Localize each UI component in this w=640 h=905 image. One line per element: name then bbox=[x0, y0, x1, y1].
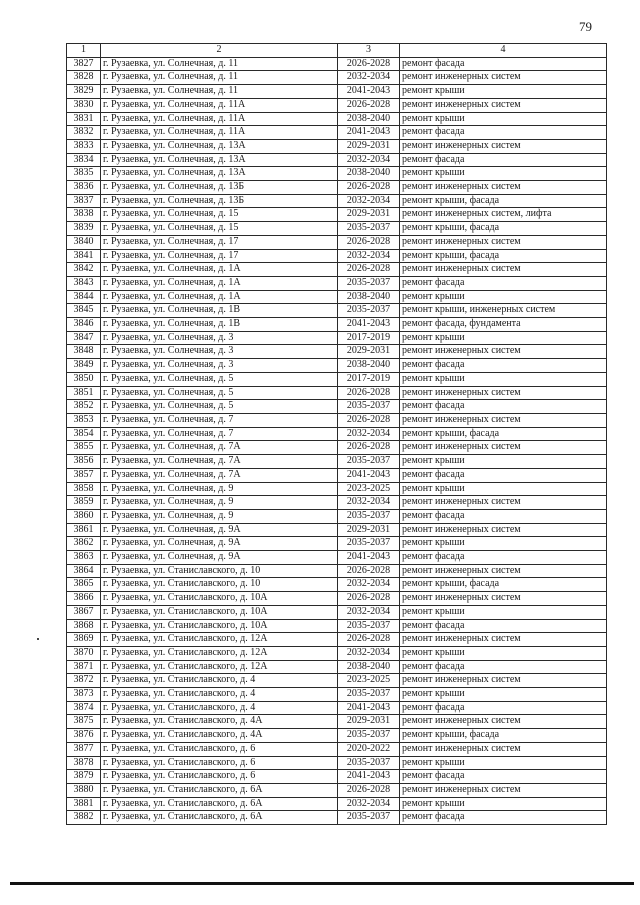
work-type-cell: ремонт инженерных систем bbox=[400, 345, 607, 359]
work-type-cell: ремонт крыши bbox=[400, 756, 607, 770]
address-cell: г. Рузаевка, ул. Солнечная, д. 1В bbox=[101, 318, 338, 332]
table-row bbox=[67, 646, 607, 660]
address-cell: г. Рузаевка, ул. Солнечная, д. 13Б bbox=[101, 181, 338, 195]
period-cell: 2026-2028 bbox=[338, 783, 400, 797]
table-row bbox=[67, 523, 607, 537]
work-type-cell: ремонт инженерных систем bbox=[400, 181, 607, 195]
address-cell: г. Рузаевка, ул. Солнечная, д. 13А bbox=[101, 139, 338, 153]
row-number: 3866 bbox=[67, 592, 101, 606]
table-row bbox=[67, 619, 607, 633]
period-cell: 2032-2034 bbox=[338, 71, 400, 85]
work-type-cell: ремонт фасада bbox=[400, 126, 607, 140]
work-type-cell: ремонт фасада bbox=[400, 509, 607, 523]
address-cell: г. Рузаевка, ул. Солнечная, д. 3 bbox=[101, 331, 338, 345]
table-row bbox=[67, 304, 607, 318]
row-number: 3846 bbox=[67, 318, 101, 332]
address-cell: г. Рузаевка, ул. Солнечная, д. 17 bbox=[101, 249, 338, 263]
table-row bbox=[67, 112, 607, 126]
period-cell: 2026-2028 bbox=[338, 181, 400, 195]
period-cell: 2032-2034 bbox=[338, 496, 400, 510]
row-number: 3860 bbox=[67, 509, 101, 523]
row-number: 3833 bbox=[67, 139, 101, 153]
address-cell: г. Рузаевка, ул. Солнечная, д. 11 bbox=[101, 57, 338, 71]
table-row bbox=[67, 729, 607, 743]
table-row bbox=[67, 633, 607, 647]
table-row bbox=[67, 605, 607, 619]
period-cell: 2035-2037 bbox=[338, 304, 400, 318]
table-row bbox=[67, 194, 607, 208]
work-type-cell: ремонт крыши bbox=[400, 537, 607, 551]
row-number: 3864 bbox=[67, 564, 101, 578]
table-row bbox=[67, 537, 607, 551]
table-row bbox=[67, 496, 607, 510]
row-number: 3858 bbox=[67, 482, 101, 496]
row-number: 3855 bbox=[67, 441, 101, 455]
table-row bbox=[67, 359, 607, 373]
table-row bbox=[67, 811, 607, 825]
row-number: 3875 bbox=[67, 715, 101, 729]
table-row bbox=[67, 181, 607, 195]
header-col-1: 1 bbox=[67, 44, 101, 58]
table-row bbox=[67, 98, 607, 112]
period-cell: 2029-2031 bbox=[338, 523, 400, 537]
row-number: 3832 bbox=[67, 126, 101, 140]
table-row bbox=[67, 386, 607, 400]
row-number: 3882 bbox=[67, 811, 101, 825]
work-type-cell: ремонт крыши, фасада bbox=[400, 729, 607, 743]
period-cell: 2032-2034 bbox=[338, 646, 400, 660]
header-col-3: 3 bbox=[338, 44, 400, 58]
address-cell: г. Рузаевка, ул. Солнечная, д. 7А bbox=[101, 455, 338, 469]
row-number: 3851 bbox=[67, 386, 101, 400]
table-row bbox=[67, 660, 607, 674]
address-cell: г. Рузаевка, ул. Солнечная, д. 13А bbox=[101, 153, 338, 167]
period-cell: 2026-2028 bbox=[338, 263, 400, 277]
table-row bbox=[67, 482, 607, 496]
address-cell: г. Рузаевка, ул. Солнечная, д. 7 bbox=[101, 413, 338, 427]
period-cell: 2026-2028 bbox=[338, 235, 400, 249]
table-row bbox=[67, 770, 607, 784]
table-row bbox=[67, 756, 607, 770]
work-type-cell: ремонт фасада bbox=[400, 660, 607, 674]
row-number: 3872 bbox=[67, 674, 101, 688]
period-cell: 2032-2034 bbox=[338, 578, 400, 592]
table-row bbox=[67, 276, 607, 290]
period-cell: 2035-2037 bbox=[338, 729, 400, 743]
table-row bbox=[67, 468, 607, 482]
repair-schedule-table bbox=[66, 43, 607, 825]
work-type-cell: ремонт крыши bbox=[400, 372, 607, 386]
period-cell: 2023-2025 bbox=[338, 482, 400, 496]
period-cell: 2035-2037 bbox=[338, 276, 400, 290]
address-cell: г. Рузаевка, ул. Станиславского, д. 10А bbox=[101, 592, 338, 606]
address-cell: г. Рузаевка, ул. Станиславского, д. 6А bbox=[101, 783, 338, 797]
page-number: 79 bbox=[579, 19, 592, 34]
row-number: 3865 bbox=[67, 578, 101, 592]
address-cell: г. Рузаевка, ул. Солнечная, д. 1В bbox=[101, 304, 338, 318]
row-number: 3848 bbox=[67, 345, 101, 359]
scan-speck bbox=[37, 638, 39, 640]
table-row bbox=[67, 400, 607, 414]
period-cell: 2017-2019 bbox=[338, 372, 400, 386]
address-cell: г. Рузаевка, ул. Станиславского, д. 6 bbox=[101, 756, 338, 770]
work-type-cell: ремонт фасада bbox=[400, 153, 607, 167]
address-cell: г. Рузаевка, ул. Солнечная, д. 15 bbox=[101, 208, 338, 222]
work-type-cell: ремонт фасада bbox=[400, 359, 607, 373]
row-number: 3827 bbox=[67, 57, 101, 71]
address-cell: г. Рузаевка, ул. Солнечная, д. 13А bbox=[101, 167, 338, 181]
period-cell: 2038-2040 bbox=[338, 290, 400, 304]
table-row bbox=[67, 715, 607, 729]
row-number: 3879 bbox=[67, 770, 101, 784]
table-row bbox=[67, 153, 607, 167]
row-number: 3841 bbox=[67, 249, 101, 263]
table-row bbox=[67, 455, 607, 469]
address-cell: г. Рузаевка, ул. Солнечная, д. 11 bbox=[101, 85, 338, 99]
table-body bbox=[67, 57, 607, 824]
period-cell: 2032-2034 bbox=[338, 797, 400, 811]
address-cell: г. Рузаевка, ул. Станиславского, д. 6 bbox=[101, 770, 338, 784]
address-cell: г. Рузаевка, ул. Станиславского, д. 10 bbox=[101, 578, 338, 592]
table-row bbox=[67, 688, 607, 702]
work-type-cell: ремонт инженерных систем bbox=[400, 386, 607, 400]
period-cell: 2029-2031 bbox=[338, 139, 400, 153]
period-cell: 2041-2043 bbox=[338, 770, 400, 784]
header-row bbox=[67, 44, 607, 58]
address-cell: г. Рузаевка, ул. Станиславского, д. 6 bbox=[101, 742, 338, 756]
row-number: 3829 bbox=[67, 85, 101, 99]
row-number: 3845 bbox=[67, 304, 101, 318]
period-cell: 2035-2037 bbox=[338, 400, 400, 414]
address-cell: г. Рузаевка, ул. Солнечная, д. 5 bbox=[101, 386, 338, 400]
work-type-cell: ремонт крыши bbox=[400, 797, 607, 811]
table-row bbox=[67, 427, 607, 441]
work-type-cell: ремонт крыши bbox=[400, 482, 607, 496]
address-cell: г. Рузаевка, ул. Солнечная, д. 5 bbox=[101, 372, 338, 386]
table-row bbox=[67, 263, 607, 277]
work-type-cell: ремонт инженерных систем bbox=[400, 592, 607, 606]
row-number: 3869 bbox=[67, 633, 101, 647]
work-type-cell: ремонт крыши, фасада bbox=[400, 578, 607, 592]
work-type-cell: ремонт фасада bbox=[400, 276, 607, 290]
address-cell: г. Рузаевка, ул. Солнечная, д. 7 bbox=[101, 427, 338, 441]
row-number: 3828 bbox=[67, 71, 101, 85]
work-type-cell: ремонт крыши, фасада bbox=[400, 194, 607, 208]
row-number: 3876 bbox=[67, 729, 101, 743]
row-number: 3847 bbox=[67, 331, 101, 345]
period-cell: 2032-2034 bbox=[338, 605, 400, 619]
work-type-cell: ремонт инженерных систем bbox=[400, 523, 607, 537]
row-number: 3856 bbox=[67, 455, 101, 469]
address-cell: г. Рузаевка, ул. Станиславского, д. 12А bbox=[101, 633, 338, 647]
table-row bbox=[67, 797, 607, 811]
period-cell: 2026-2028 bbox=[338, 564, 400, 578]
row-number: 3843 bbox=[67, 276, 101, 290]
work-type-cell: ремонт инженерных систем bbox=[400, 783, 607, 797]
row-number: 3861 bbox=[67, 523, 101, 537]
table-row bbox=[67, 564, 607, 578]
work-type-cell: ремонт крыши, фасада bbox=[400, 222, 607, 236]
work-type-cell: ремонт фасада bbox=[400, 770, 607, 784]
period-cell: 2038-2040 bbox=[338, 112, 400, 126]
row-number: 3871 bbox=[67, 660, 101, 674]
work-type-cell: ремонт инженерных систем bbox=[400, 674, 607, 688]
work-type-cell: ремонт фасада bbox=[400, 811, 607, 825]
table-row bbox=[67, 167, 607, 181]
period-cell: 2041-2043 bbox=[338, 318, 400, 332]
work-type-cell: ремонт инженерных систем bbox=[400, 263, 607, 277]
row-number: 3853 bbox=[67, 413, 101, 427]
table-row bbox=[67, 592, 607, 606]
period-cell: 2035-2037 bbox=[338, 688, 400, 702]
table-row bbox=[67, 290, 607, 304]
table-row bbox=[67, 413, 607, 427]
address-cell: г. Рузаевка, ул. Станиславского, д. 6А bbox=[101, 797, 338, 811]
address-cell: г. Рузаевка, ул. Станиславского, д. 4 bbox=[101, 674, 338, 688]
row-number: 3831 bbox=[67, 112, 101, 126]
address-cell: г. Рузаевка, ул. Солнечная, д. 1А bbox=[101, 276, 338, 290]
period-cell: 2035-2037 bbox=[338, 619, 400, 633]
period-cell: 2032-2034 bbox=[338, 153, 400, 167]
row-number: 3840 bbox=[67, 235, 101, 249]
period-cell: 2029-2031 bbox=[338, 208, 400, 222]
address-cell: г. Рузаевка, ул. Солнечная, д. 9А bbox=[101, 523, 338, 537]
period-cell: 2041-2043 bbox=[338, 85, 400, 99]
row-number: 3850 bbox=[67, 372, 101, 386]
work-type-cell: ремонт инженерных систем bbox=[400, 715, 607, 729]
address-cell: г. Рузаевка, ул. Солнечная, д. 15 bbox=[101, 222, 338, 236]
address-cell: г. Рузаевка, ул. Станиславского, д. 6А bbox=[101, 811, 338, 825]
row-number: 3844 bbox=[67, 290, 101, 304]
address-cell: г. Рузаевка, ул. Станиславского, д. 4А bbox=[101, 715, 338, 729]
row-number: 3835 bbox=[67, 167, 101, 181]
period-cell: 2032-2034 bbox=[338, 249, 400, 263]
table-row bbox=[67, 674, 607, 688]
table-row bbox=[67, 57, 607, 71]
table-row bbox=[67, 126, 607, 140]
period-cell: 2032-2034 bbox=[338, 194, 400, 208]
row-number: 3859 bbox=[67, 496, 101, 510]
work-type-cell: ремонт фасада bbox=[400, 400, 607, 414]
period-cell: 2038-2040 bbox=[338, 167, 400, 181]
period-cell: 2026-2028 bbox=[338, 441, 400, 455]
row-number: 3878 bbox=[67, 756, 101, 770]
period-cell: 2026-2028 bbox=[338, 57, 400, 71]
row-number: 3880 bbox=[67, 783, 101, 797]
address-cell: г. Рузаевка, ул. Солнечная, д. 7А bbox=[101, 441, 338, 455]
table-row bbox=[67, 509, 607, 523]
address-cell: г. Рузаевка, ул. Станиславского, д. 4А bbox=[101, 729, 338, 743]
period-cell: 2035-2037 bbox=[338, 537, 400, 551]
work-type-cell: ремонт инженерных систем bbox=[400, 564, 607, 578]
work-type-cell: ремонт инженерных систем bbox=[400, 633, 607, 647]
table-row bbox=[67, 331, 607, 345]
work-type-cell: ремонт инженерных систем bbox=[400, 71, 607, 85]
row-number: 3836 bbox=[67, 181, 101, 195]
address-cell: г. Рузаевка, ул. Солнечная, д. 3 bbox=[101, 359, 338, 373]
address-cell: г. Рузаевка, ул. Солнечная, д. 11А bbox=[101, 112, 338, 126]
row-number: 3874 bbox=[67, 701, 101, 715]
row-number: 3877 bbox=[67, 742, 101, 756]
work-type-cell: ремонт крыши, инженерных систем bbox=[400, 304, 607, 318]
period-cell: 2041-2043 bbox=[338, 551, 400, 565]
work-type-cell: ремонт крыши, фасада bbox=[400, 249, 607, 263]
row-number: 3863 bbox=[67, 551, 101, 565]
row-number: 3852 bbox=[67, 400, 101, 414]
work-type-cell: ремонт инженерных систем bbox=[400, 235, 607, 249]
work-type-cell: ремонт инженерных систем bbox=[400, 413, 607, 427]
period-cell: 2023-2025 bbox=[338, 674, 400, 688]
work-type-cell: ремонт инженерных систем bbox=[400, 98, 607, 112]
period-cell: 2020-2022 bbox=[338, 742, 400, 756]
period-cell: 2041-2043 bbox=[338, 701, 400, 715]
work-type-cell: ремонт крыши bbox=[400, 646, 607, 660]
work-type-cell: ремонт крыши bbox=[400, 688, 607, 702]
period-cell: 2026-2028 bbox=[338, 413, 400, 427]
work-type-cell: ремонт инженерных систем bbox=[400, 742, 607, 756]
period-cell: 2026-2028 bbox=[338, 592, 400, 606]
address-cell: г. Рузаевка, ул. Солнечная, д. 9 bbox=[101, 482, 338, 496]
row-number: 3870 bbox=[67, 646, 101, 660]
address-cell: г. Рузаевка, ул. Солнечная, д. 11А bbox=[101, 126, 338, 140]
row-number: 3830 bbox=[67, 98, 101, 112]
period-cell: 2029-2031 bbox=[338, 715, 400, 729]
row-number: 3881 bbox=[67, 797, 101, 811]
work-type-cell: ремонт фасада bbox=[400, 701, 607, 715]
table-row bbox=[67, 551, 607, 565]
address-cell: г. Рузаевка, ул. Солнечная, д. 9А bbox=[101, 537, 338, 551]
footer-rule bbox=[10, 882, 634, 885]
table-row bbox=[67, 139, 607, 153]
period-cell: 2035-2037 bbox=[338, 756, 400, 770]
period-cell: 2035-2037 bbox=[338, 811, 400, 825]
address-cell: г. Рузаевка, ул. Солнечная, д. 7А bbox=[101, 468, 338, 482]
work-type-cell: ремонт инженерных систем bbox=[400, 139, 607, 153]
work-type-cell: ремонт фасада, фундамента bbox=[400, 318, 607, 332]
table-row bbox=[67, 441, 607, 455]
address-cell: г. Рузаевка, ул. Солнечная, д. 17 bbox=[101, 235, 338, 249]
period-cell: 2041-2043 bbox=[338, 126, 400, 140]
address-cell: г. Рузаевка, ул. Солнечная, д. 11 bbox=[101, 71, 338, 85]
period-cell: 2029-2031 bbox=[338, 345, 400, 359]
row-number: 3839 bbox=[67, 222, 101, 236]
work-type-cell: ремонт фасада bbox=[400, 551, 607, 565]
address-cell: г. Рузаевка, ул. Солнечная, д. 11А bbox=[101, 98, 338, 112]
period-cell: 2038-2040 bbox=[338, 359, 400, 373]
work-type-cell: ремонт крыши bbox=[400, 85, 607, 99]
period-cell: 2026-2028 bbox=[338, 386, 400, 400]
row-number: 3834 bbox=[67, 153, 101, 167]
address-cell: г. Рузаевка, ул. Солнечная, д. 1А bbox=[101, 290, 338, 304]
row-number: 3837 bbox=[67, 194, 101, 208]
work-type-cell: ремонт фасада bbox=[400, 619, 607, 633]
table-row bbox=[67, 249, 607, 263]
table-row bbox=[67, 222, 607, 236]
work-type-cell: ремонт крыши bbox=[400, 605, 607, 619]
row-number: 3868 bbox=[67, 619, 101, 633]
period-cell: 2035-2037 bbox=[338, 455, 400, 469]
address-cell: г. Рузаевка, ул. Солнечная, д. 1А bbox=[101, 263, 338, 277]
address-cell: г. Рузаевка, ул. Станиславского, д. 10А bbox=[101, 605, 338, 619]
table-row bbox=[67, 208, 607, 222]
work-type-cell: ремонт фасада bbox=[400, 468, 607, 482]
period-cell: 2017-2019 bbox=[338, 331, 400, 345]
work-type-cell: ремонт фасада bbox=[400, 57, 607, 71]
address-cell: г. Рузаевка, ул. Станиславского, д. 10 bbox=[101, 564, 338, 578]
row-number: 3867 bbox=[67, 605, 101, 619]
work-type-cell: ремонт инженерных систем bbox=[400, 441, 607, 455]
address-cell: г. Рузаевка, ул. Станиславского, д. 12А bbox=[101, 646, 338, 660]
period-cell: 2032-2034 bbox=[338, 427, 400, 441]
row-number: 3842 bbox=[67, 263, 101, 277]
work-type-cell: ремонт инженерных систем bbox=[400, 496, 607, 510]
address-cell: г. Рузаевка, ул. Станиславского, д. 4 bbox=[101, 701, 338, 715]
table-row bbox=[67, 345, 607, 359]
table-row bbox=[67, 783, 607, 797]
period-cell: 2038-2040 bbox=[338, 660, 400, 674]
table-row bbox=[67, 318, 607, 332]
row-number: 3849 bbox=[67, 359, 101, 373]
work-type-cell: ремонт крыши, фасада bbox=[400, 427, 607, 441]
address-cell: г. Рузаевка, ул. Солнечная, д. 9 bbox=[101, 509, 338, 523]
work-type-cell: ремонт крыши bbox=[400, 331, 607, 345]
table-row bbox=[67, 235, 607, 249]
period-cell: 2026-2028 bbox=[338, 98, 400, 112]
header-col-2: 2 bbox=[101, 44, 338, 58]
table-row bbox=[67, 71, 607, 85]
address-cell: г. Рузаевка, ул. Солнечная, д. 9 bbox=[101, 496, 338, 510]
row-number: 3862 bbox=[67, 537, 101, 551]
work-type-cell: ремонт крыши bbox=[400, 290, 607, 304]
address-cell: г. Рузаевка, ул. Солнечная, д. 9А bbox=[101, 551, 338, 565]
row-number: 3854 bbox=[67, 427, 101, 441]
row-number: 3873 bbox=[67, 688, 101, 702]
work-type-cell: ремонт крыши bbox=[400, 455, 607, 469]
period-cell: 2035-2037 bbox=[338, 222, 400, 236]
period-cell: 2026-2028 bbox=[338, 633, 400, 647]
table-header bbox=[67, 44, 607, 58]
header-col-4: 4 bbox=[400, 44, 607, 58]
address-cell: г. Рузаевка, ул. Солнечная, д. 3 bbox=[101, 345, 338, 359]
address-cell: г. Рузаевка, ул. Станиславского, д. 12А bbox=[101, 660, 338, 674]
work-type-cell: ремонт инженерных систем, лифта bbox=[400, 208, 607, 222]
address-cell: г. Рузаевка, ул. Станиславского, д. 4 bbox=[101, 688, 338, 702]
period-cell: 2041-2043 bbox=[338, 468, 400, 482]
period-cell: 2035-2037 bbox=[338, 509, 400, 523]
table-row bbox=[67, 85, 607, 99]
work-type-cell: ремонт крыши bbox=[400, 167, 607, 181]
table-row bbox=[67, 578, 607, 592]
row-number: 3838 bbox=[67, 208, 101, 222]
table-row bbox=[67, 372, 607, 386]
table-row bbox=[67, 701, 607, 715]
table-row bbox=[67, 742, 607, 756]
address-cell: г. Рузаевка, ул. Станиславского, д. 10А bbox=[101, 619, 338, 633]
address-cell: г. Рузаевка, ул. Солнечная, д. 5 bbox=[101, 400, 338, 414]
work-type-cell: ремонт крыши bbox=[400, 112, 607, 126]
address-cell: г. Рузаевка, ул. Солнечная, д. 13Б bbox=[101, 194, 338, 208]
row-number: 3857 bbox=[67, 468, 101, 482]
